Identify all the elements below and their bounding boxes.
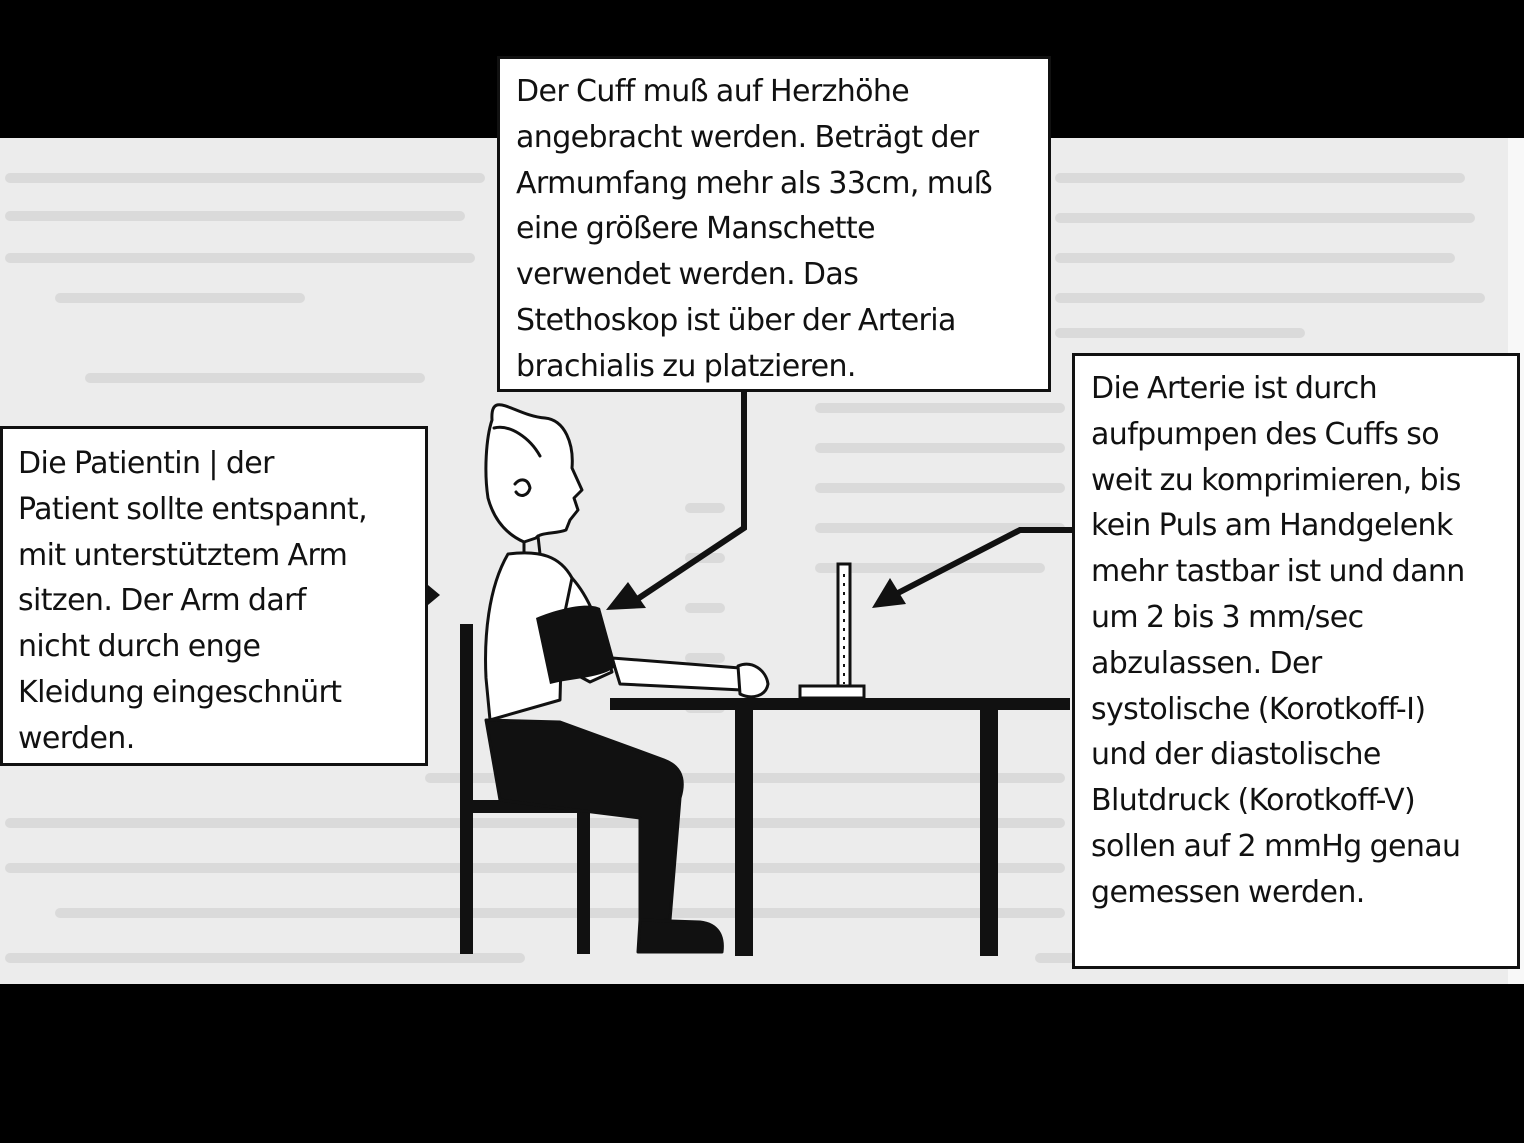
- arrow-icon: [428, 585, 440, 605]
- callout-measurement-procedure: Die Arterie ist durch aufpumpen des Cuffs so weit zu komprimieren, bis kein Puls am Handgelenk mehr tastbar ist und dann um 2 bis 3 mm/sec abzulassen. Der systolische (Korotkoff-I) und der diastolische Blutdruck (Korotkoff-V) sollen auf 2 mmHg genau gemessen werden.: [1072, 353, 1520, 969]
- callout-cuff-placement: Der Cuff muß auf Herzhöhe angebracht werden. Beträgt der Armumfang mehr als 33cm, muß eine größere Manschette verwendet werden. Das Stethoskop ist über der Arteria brachialis zu platzieren.: [497, 56, 1051, 392]
- manometer-icon: [800, 564, 864, 698]
- cuff-icon: [536, 606, 616, 684]
- callout-patient-position: Die Patientin | der Patient sollte entspannt, mit unterstütztem Arm sitzen. Der Arm darf nicht durch enge Kleidung eingeschnürt werden.: [0, 426, 428, 766]
- arrow-icon: [606, 388, 744, 610]
